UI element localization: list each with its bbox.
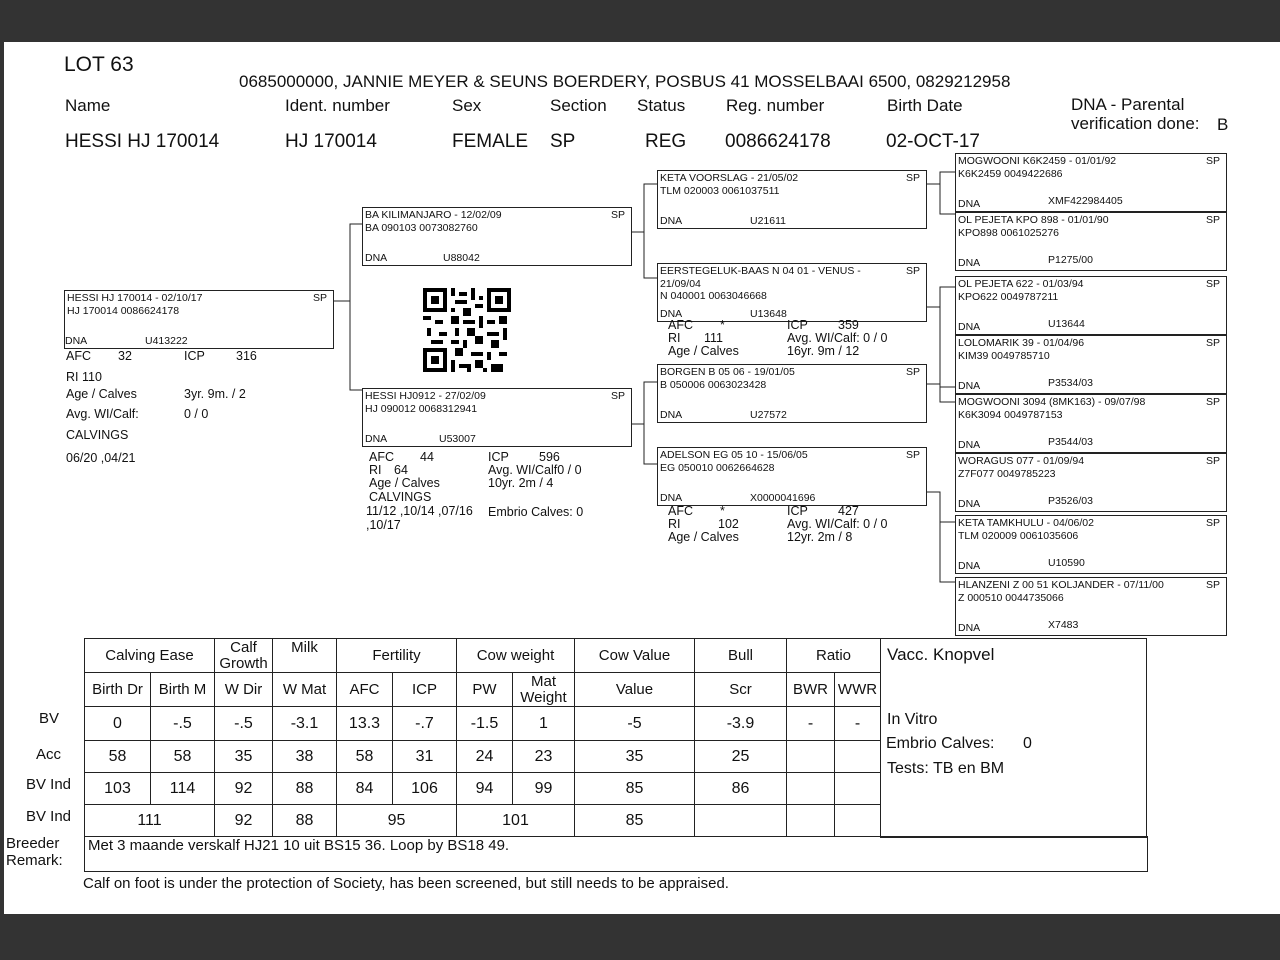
great-grandparent-box — [955, 335, 1227, 394]
ggp-section: SP — [1205, 214, 1220, 226]
ggp-id: TLM 020009 0061035606 — [958, 530, 1079, 542]
ggp-dna-value: P1275/00 — [1048, 254, 1093, 266]
ggp-dna-value: P3526/03 — [1048, 495, 1093, 507]
ggp-id: K6K2459 0049422686 — [958, 168, 1063, 180]
acc-cell: 58 — [151, 741, 215, 773]
section-value: SP — [550, 131, 576, 152]
gp-icp-label: ICP — [787, 504, 808, 518]
bvind-cell: 114 — [151, 773, 215, 805]
animal-age-label: Age / Calves — [66, 387, 137, 401]
ggp-dna-value: P3534/03 — [1048, 377, 1093, 389]
bv-cell: -.5 — [215, 707, 273, 741]
sex-label: Sex — [452, 96, 482, 115]
bv-cell: -3.9 — [695, 707, 787, 741]
gp-dna-label: DNA — [660, 409, 683, 421]
breeder-remark-label: Breeder Remark: — [6, 835, 63, 869]
gp-dna-label: DNA — [660, 492, 683, 504]
bvind2-cell: 88 — [273, 805, 337, 837]
ggp-dna-value: XMF422984405 — [1048, 195, 1123, 207]
animal-ri: RI 110 — [66, 370, 102, 384]
gp-icp-value: 359 — [838, 318, 859, 332]
sire-dna-value: U88042 — [443, 252, 480, 264]
gp-wi: Avg. WI/Calf: 0 / 0 — [787, 517, 888, 531]
bvind2-cell — [695, 805, 787, 837]
animal-wi-label: Avg. WI/Calf: — [66, 407, 139, 421]
bvind-cell — [787, 773, 835, 805]
animal-dna-label: DNA — [65, 335, 88, 347]
sire-id: BA 090103 0073082760 — [365, 222, 478, 234]
bvind-cell: 99 — [513, 773, 575, 805]
ggp-dna-value: X7483 — [1048, 619, 1079, 631]
great-grandparent-box — [955, 453, 1227, 512]
sub-w-mat: W Mat — [273, 673, 337, 707]
ggp-id: KIM39 0049785710 — [958, 350, 1050, 362]
vacc-text: Vacc. Knopvel — [887, 645, 995, 664]
ggp-title: MOGWOONI K6K2459 - 01/01/92 — [958, 155, 1117, 167]
row-label-bv-ind-2: BV Ind — [26, 808, 72, 825]
animal-afc-label: AFC — [66, 349, 91, 363]
ggp-title: WORAGUS 077 - 01/09/94 — [958, 455, 1085, 467]
dam-embrio: Embrio Calves: 0 — [488, 505, 584, 519]
bv-cell: 13.3 — [337, 707, 393, 741]
gp-dna-value: U21611 — [750, 215, 787, 227]
ggp-section: SP — [1205, 155, 1220, 167]
ggp-dna-value: U10590 — [1048, 557, 1085, 569]
great-grandparent-box — [955, 577, 1227, 636]
row-label-bv-ind: BV Ind — [26, 776, 72, 793]
gp-id: EG 050010 0062664628 — [660, 462, 775, 474]
acc-cell: 31 — [393, 741, 457, 773]
animal-box — [64, 290, 334, 349]
gp-section: SP — [905, 172, 920, 184]
dam-icp-value: 596 — [539, 450, 560, 464]
bvind-cell — [835, 773, 881, 805]
dam-id: HJ 090012 0068312941 — [365, 403, 478, 415]
bvind-cell: 85 — [575, 773, 695, 805]
gp-id: N 040001 0063046668 — [660, 290, 767, 302]
gp-dna-value: U27572 — [750, 409, 787, 421]
acc-cell: 25 — [695, 741, 787, 773]
dam-dna-label: DNA — [365, 433, 388, 445]
bvind-cell: 88 — [273, 773, 337, 805]
gp-icp-label: ICP — [787, 318, 808, 332]
vaccination-panel — [880, 638, 1147, 838]
grandparent-box — [657, 263, 927, 322]
sub-bwr: BWR — [787, 673, 835, 707]
bv-cell: - — [835, 707, 881, 741]
header-milk: Milk — [273, 639, 337, 673]
table-row — [85, 741, 881, 773]
ggp-dna-value: P3544/03 — [1048, 436, 1093, 448]
grandparent-box — [657, 170, 927, 229]
gp-title: EERSTEGELUK-BAAS N 04 01 - VENUS - — [660, 265, 861, 277]
header-calf-growth: Calf Growth — [215, 639, 273, 673]
bv-cell: -3.1 — [273, 707, 337, 741]
gp-ri-value: 111 — [704, 331, 724, 345]
bvind-cell: 103 — [85, 773, 151, 805]
birth-label: Birth Date — [887, 96, 963, 115]
header-fertility: Fertility — [337, 639, 457, 673]
ggp-section: SP — [1205, 517, 1220, 529]
gp-title: BORGEN B 05 06 - 19/01/05 — [660, 366, 795, 378]
sub-afc: AFC — [337, 673, 393, 707]
gp-ri-label: RI — [668, 331, 681, 345]
sub-birth-dr: Birth Dr — [85, 673, 151, 707]
bvind2-cell: 101 — [457, 805, 575, 837]
bv-cell: -.7 — [393, 707, 457, 741]
acc-cell — [787, 741, 835, 773]
dam-age-value: 10yr. 2m / 4 — [488, 476, 554, 490]
ggp-dna-label: DNA — [958, 560, 981, 572]
gp-afc-label: AFC — [668, 504, 693, 518]
animal-wi-value: 0 / 0 — [184, 407, 209, 421]
animal-icp-label: ICP — [184, 349, 205, 363]
animal-afc-value: 32 — [118, 349, 132, 363]
acc-cell: 58 — [85, 741, 151, 773]
status-label: Status — [637, 96, 686, 115]
table-row — [85, 707, 881, 741]
sire-section: SP — [610, 209, 625, 221]
sub-mat-weight: Mat Weight — [513, 673, 575, 707]
grandparent-box — [657, 364, 927, 423]
animal-icp-value: 316 — [236, 349, 257, 363]
dam-afc-value: 44 — [420, 450, 434, 464]
animal-age-value: 3yr. 9m. / 2 — [184, 387, 246, 401]
gp-title: ADELSON EG 05 10 - 15/06/05 — [660, 449, 808, 461]
ggp-dna-label: DNA — [958, 198, 981, 210]
ggp-title: OL PEJETA KPO 898 - 01/01/90 — [958, 214, 1109, 226]
bvind2-cell: 85 — [575, 805, 695, 837]
ggp-dna-label: DNA — [958, 622, 981, 634]
pedigree-certificate — [4, 42, 1280, 914]
ggp-id: K6K3094 0049787153 — [958, 409, 1063, 421]
ggp-dna-value: U13644 — [1048, 318, 1085, 330]
in-vitro-text: In Vitro — [887, 711, 938, 728]
dam-title: HESSI HJ0912 - 27/02/09 — [365, 390, 486, 402]
ggp-section: SP — [1205, 396, 1220, 408]
ggp-section: SP — [1205, 455, 1220, 467]
ggp-section: SP — [1205, 337, 1220, 349]
gp-dna-value: X0000041696 — [750, 492, 816, 504]
great-grandparent-box — [955, 153, 1227, 212]
sex-value: FEMALE — [452, 131, 529, 152]
table-row — [85, 805, 881, 837]
gp-section: SP — [905, 265, 920, 277]
ggp-title: KETA TAMKHULU - 04/06/02 — [958, 517, 1094, 529]
gp-age-label: Age / Calves — [668, 530, 739, 544]
gp-title: KETA VOORSLAG - 21/05/02 — [660, 172, 799, 184]
gp-age-label: Age / Calves — [668, 344, 739, 358]
acc-cell: 35 — [215, 741, 273, 773]
bv-cell: -5 — [575, 707, 695, 741]
great-grandparent-box — [955, 276, 1227, 335]
dam-dna-value: U53007 — [439, 433, 476, 445]
breeder-remark-text: Met 3 maande verskalf HJ21 10 uit BS15 36. Loop by BS18 49. — [88, 837, 510, 854]
dam-icp-label: ICP — [488, 450, 509, 464]
bv-cell: 0 — [85, 707, 151, 741]
sire-dna-label: DNA — [365, 252, 388, 264]
ident-value: HJ 170014 — [285, 131, 377, 152]
sire-title: BA KILIMANJARO - 12/02/09 — [365, 209, 502, 221]
name-label: Name — [65, 96, 111, 115]
header-calving-ease: Calving Ease — [85, 639, 215, 673]
section-label: Section — [550, 96, 607, 115]
dam-section: SP — [610, 390, 625, 402]
bvind-cell: 86 — [695, 773, 787, 805]
animal-dna-value: U413222 — [145, 335, 188, 347]
bv-cell: - — [787, 707, 835, 741]
dam-calvings-1: 11/12 ,10/14 ,07/16 — [366, 504, 473, 518]
header-ratio: Ratio — [787, 639, 881, 673]
animal-calvings-label: CALVINGS — [66, 428, 129, 442]
tests-text: Tests: TB en BM — [887, 760, 1005, 777]
sire-box — [362, 207, 632, 266]
footer-note: Calf on foot is under the protection of Society, has been screened, but still needs to be appraised. — [83, 875, 729, 892]
row-label-bv: BV — [39, 710, 60, 727]
gp-id: B 050006 0063023428 — [660, 379, 767, 391]
header-cow-weight: Cow weight — [457, 639, 575, 673]
great-grandparent-box — [955, 212, 1227, 271]
bvind-cell: 84 — [337, 773, 393, 805]
bv-cell: -1.5 — [457, 707, 513, 741]
ggp-id: KPO622 0049787211 — [958, 291, 1059, 303]
acc-cell: 24 — [457, 741, 513, 773]
dam-wi: Avg. WI/Calf0 / 0 — [488, 463, 582, 477]
row-label-acc: Acc — [36, 746, 62, 763]
ggp-title: MOGWOONI 3094 (8MK163) - 09/07/98 — [958, 396, 1146, 408]
gp-dna-label: DNA — [660, 308, 683, 320]
embrio-value: 0 — [1023, 735, 1032, 752]
ggp-dna-label: DNA — [958, 380, 981, 392]
animal-calvings-value: 06/20 ,04/21 — [66, 451, 136, 465]
grandparent-box — [657, 447, 927, 506]
gp-section: SP — [905, 366, 920, 378]
gp-section: SP — [905, 449, 920, 461]
ggp-dna-label: DNA — [958, 257, 981, 269]
ggp-section: SP — [1205, 579, 1220, 591]
embrio-label: Embrio Calves: — [886, 735, 995, 752]
lot-number: LOT 63 — [64, 53, 134, 76]
gp-icp-value: 427 — [838, 504, 859, 518]
gp-dna-value: U13648 — [750, 308, 787, 320]
sub-scr: Scr — [695, 673, 787, 707]
sub-wwr: WWR — [835, 673, 881, 707]
dna-verification-value: B — [1217, 115, 1229, 134]
dam-ri-label: RI — [369, 463, 382, 477]
animal-title: HESSI HJ 170014 - 02/10/17 — [67, 292, 203, 304]
ggp-dna-label: DNA — [958, 321, 981, 333]
bvind-cell: 106 — [393, 773, 457, 805]
gp-dna-label: DNA — [660, 215, 683, 227]
gp-afc-label: AFC — [668, 318, 693, 332]
acc-cell: 38 — [273, 741, 337, 773]
sub-icp: ICP — [393, 673, 457, 707]
header-cow-value: Cow Value — [575, 639, 695, 673]
reg-label: Reg. number — [726, 96, 825, 115]
sub-w-dir: W Dir — [215, 673, 273, 707]
acc-cell: 35 — [575, 741, 695, 773]
acc-cell: 58 — [337, 741, 393, 773]
bvind2-cell: 95 — [337, 805, 457, 837]
birth-value: 02-OCT-17 — [886, 131, 980, 152]
gp-age-value: 12yr. 2m / 8 — [787, 530, 853, 544]
sub-pw: PW — [457, 673, 513, 707]
ggp-dna-label: DNA — [958, 439, 981, 451]
sub-birth-m: Birth M — [151, 673, 215, 707]
dam-afc-label: AFC — [369, 450, 394, 464]
name-value: HESSI HJ 170014 — [65, 131, 220, 152]
bv-cell: 1 — [513, 707, 575, 741]
great-grandparent-box — [955, 515, 1227, 574]
ggp-id: KPO898 0061025276 — [958, 227, 1060, 239]
gp-id: TLM 020003 0061037511 — [660, 185, 780, 197]
dam-box — [362, 388, 632, 447]
acc-cell — [835, 741, 881, 773]
owner-info: 0685000000, JANNIE MEYER & SEUNS BOERDERY, POSBUS 41 MOSSELBAAI 6500, 0829212958 — [239, 72, 1011, 91]
animal-id: HJ 170014 0086624178 — [67, 305, 180, 317]
gp-ri-label: RI — [668, 517, 681, 531]
ident-label: Ident. number — [285, 96, 390, 115]
dam-age-label: Age / Calves — [369, 476, 440, 490]
great-grandparent-box — [955, 394, 1227, 453]
ggp-dna-label: DNA — [958, 498, 981, 510]
header-bull: Bull — [695, 639, 787, 673]
gp-wi: Avg. WI/Calf: 0 / 0 — [787, 331, 888, 345]
ggp-title: HLANZENI Z 00 51 KOLJANDER - 07/11/00 — [958, 579, 1164, 591]
ggp-id: Z 000510 0044735066 — [958, 592, 1064, 604]
breeder-remark-box — [84, 836, 1148, 872]
bv-cell: -.5 — [151, 707, 215, 741]
bvind2-cell: 92 — [215, 805, 273, 837]
gp-ri-value: 102 — [718, 517, 739, 531]
ggp-title: OL PEJETA 622 - 01/03/94 — [958, 278, 1084, 290]
status-value: REG — [645, 131, 687, 152]
bvind2-cell: 111 — [85, 805, 215, 837]
gp-age-value: 16yr. 9m / 12 — [787, 344, 860, 358]
acc-cell: 23 — [513, 741, 575, 773]
dam-calvings-2: ,10/17 — [366, 518, 401, 532]
dna-verification-label-2: verification done: — [1071, 114, 1200, 133]
gp-afc-value: * — [720, 504, 725, 518]
ggp-section: SP — [1205, 278, 1220, 290]
table-row — [85, 773, 881, 805]
reg-value: 0086624178 — [725, 131, 831, 152]
gp-afc-value: * — [720, 318, 725, 332]
dam-ri-value: 64 — [394, 463, 408, 477]
sub-value: Value — [575, 673, 695, 707]
bvind-cell: 92 — [215, 773, 273, 805]
ggp-id: Z7F077 0049785223 — [958, 468, 1056, 480]
gp-title-2: 21/09/04 — [660, 278, 701, 290]
animal-section: SP — [312, 292, 327, 304]
breeding-values-table — [84, 638, 881, 837]
bvind-cell: 94 — [457, 773, 513, 805]
qr-code — [423, 288, 511, 372]
dna-verification-label: DNA - Parental — [1071, 95, 1185, 114]
ggp-title: LOLOMARIK 39 - 01/04/96 — [958, 337, 1085, 349]
dam-calvings-label: CALVINGS — [369, 490, 432, 504]
